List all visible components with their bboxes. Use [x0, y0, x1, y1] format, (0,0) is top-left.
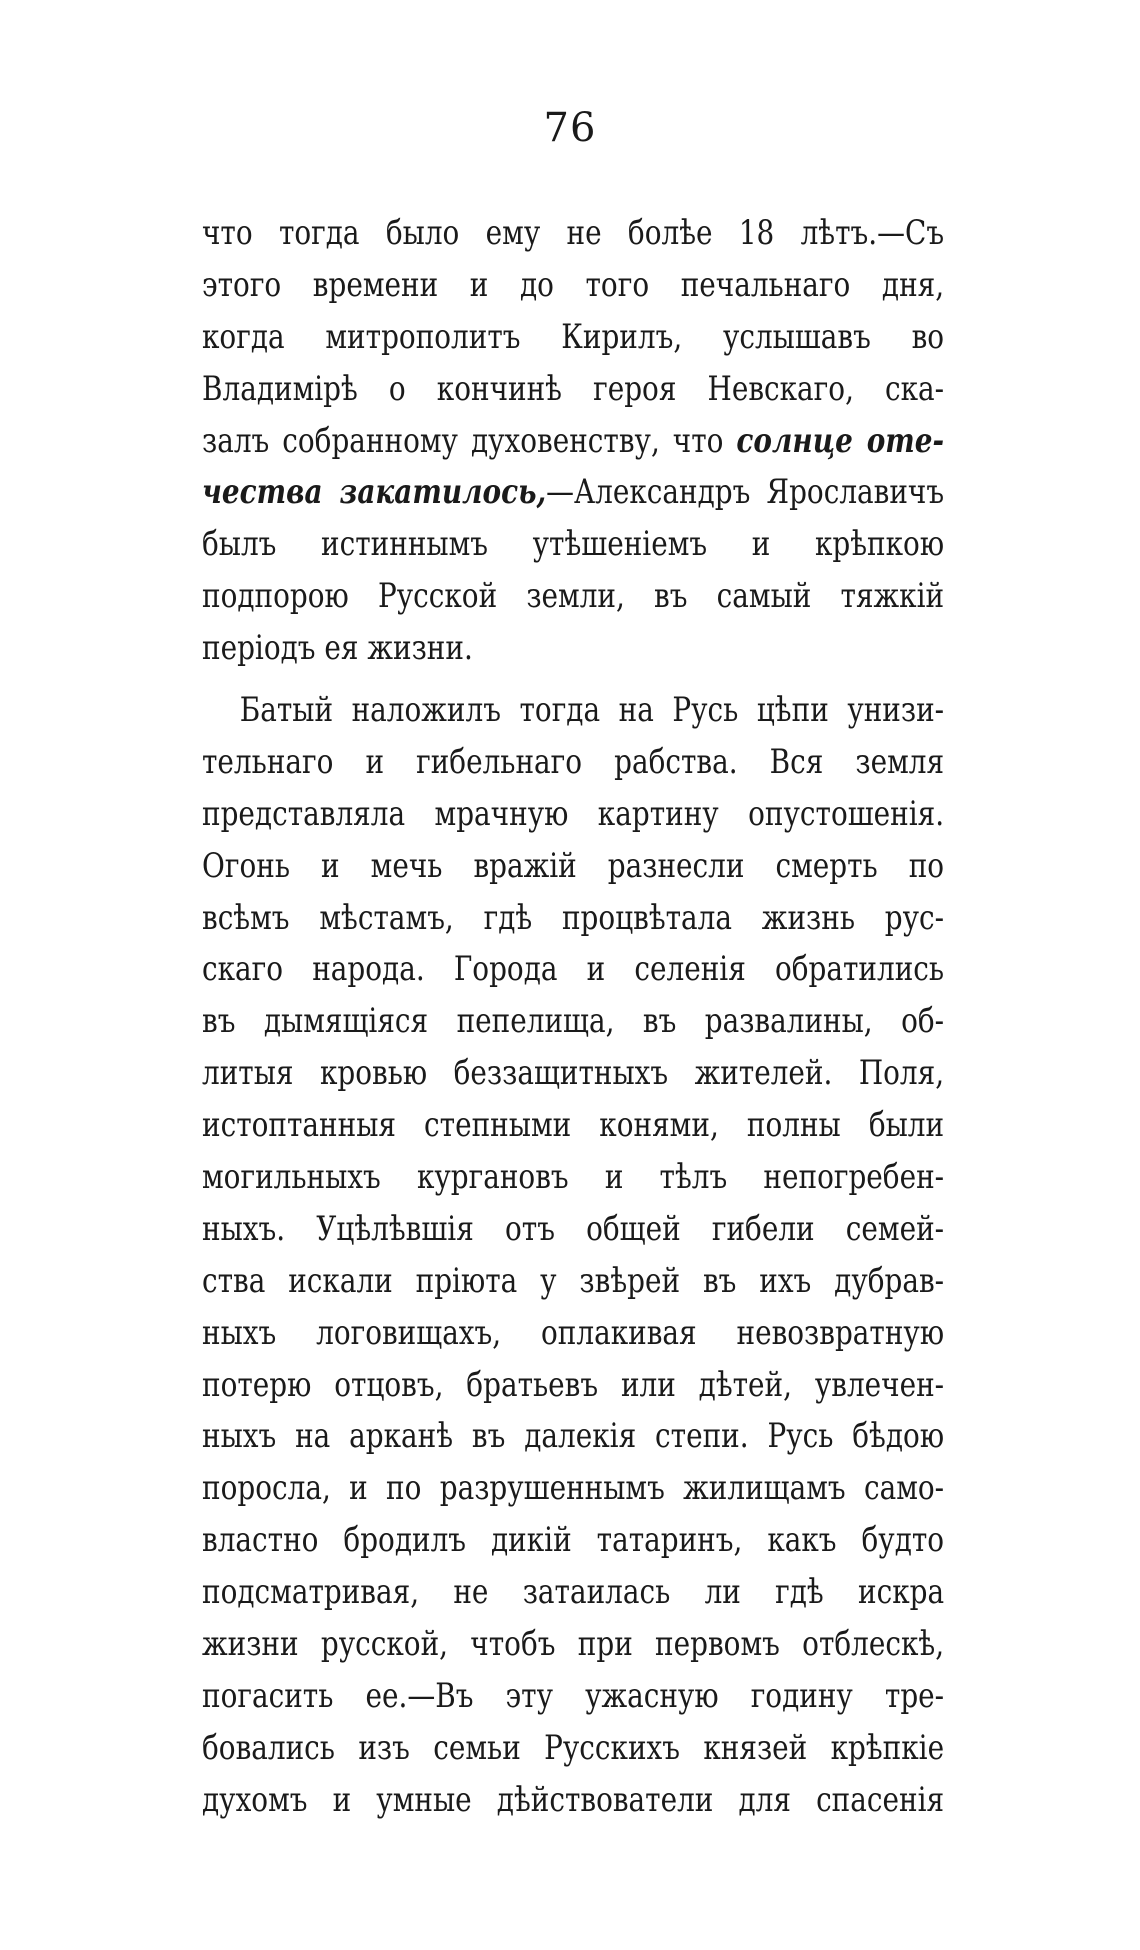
text-line: жизни русской, чтобъ при первомъ отблескѣ,: [202, 1624, 945, 1665]
text-line: скаго народа. Города и селенія обратились: [202, 949, 945, 990]
paragraph-1: [202, 208, 944, 675]
paragraph-gap: [202, 675, 944, 685]
text-line: Владимірѣ о кончинѣ героя Невскаго, ска-: [202, 368, 945, 409]
text-line: всѣмъ мѣстамъ, гдѣ процвѣтала жизнь рус-: [202, 897, 945, 938]
text-line: этого времени и до того печальнаго дня,: [202, 264, 945, 305]
text-line: былъ истиннымъ утѣшеніемъ и крѣпкою: [202, 524, 945, 565]
page-number: 76: [543, 105, 597, 151]
text-line: ства искали пріюта у звѣрей въ ихъ дубрав-: [202, 1260, 945, 1301]
text-line: представляла мрачную картину опустошенія.: [202, 793, 945, 834]
text-line: потерю отцовъ, братьевъ или дѣтей, увлечен-: [202, 1364, 945, 1405]
text-line: что тогда было ему не болѣе 18 лѣтъ.—Съ: [202, 213, 945, 253]
text-line-emphasis: чества закатилось,—Александръ Ярославичъ: [202, 472, 945, 513]
text-line: подсматривая, не затаилась ли гдѣ искра: [202, 1572, 945, 1613]
text-line: ныхъ. Уцѣлѣвшія отъ общей гибели семей-: [202, 1208, 945, 1249]
text-line: въ дымящіяся пепелища, въ развалины, об-: [202, 1001, 945, 1042]
text-line: властно бродилъ дикій татаринъ, какъ будто: [202, 1520, 945, 1561]
text-line: погасить ее.—Въ эту ужасную годину тре-: [202, 1675, 945, 1716]
text-line: ныхъ на арканѣ въ далекія степи. Русь бѣдою: [202, 1416, 945, 1457]
text-line: истоптанныя степными конями, полны были: [202, 1105, 945, 1146]
text-line: ныхъ логовищахъ, оплакивая невозвратную: [202, 1312, 945, 1353]
text-line: бовались изъ семьи Русскихъ князей крѣпкіе: [202, 1727, 945, 1768]
text-line: духомъ и умные дѣйствователи для спасенія: [202, 1779, 945, 1820]
text-line: подпорою Русской земли, въ самый тяжкій: [202, 576, 945, 617]
text-line: литыя кровью беззащитныхъ жителей. Поля,: [202, 1053, 945, 1094]
emphasized-phrase: чества закатилось,: [202, 472, 547, 513]
text-line: тельнаго и гибельнаго рабства. Вся земля: [202, 741, 945, 782]
text-line: поросла, и по разрушеннымъ жилищамъ само-: [202, 1468, 945, 1509]
text-line: Огонь и мечь вражій разнесли смерть по: [202, 845, 945, 886]
text-line: Батый наложилъ тогда на Русь цѣпи унизи-: [239, 690, 945, 731]
text-line-emphasis: залъ собранному духовенству, что солнце оте-: [202, 420, 945, 461]
text-line: періодъ ея жизни.: [202, 628, 473, 669]
emphasized-phrase: солнце оте-: [736, 420, 945, 461]
paragraph-2: [202, 685, 944, 1827]
text-line: когда митрополитъ Кирилъ, услышавъ во: [202, 316, 945, 357]
text-line: могильныхъ кургановъ и тѣлъ непогребен-: [202, 1157, 945, 1198]
text-body: [202, 208, 944, 1827]
